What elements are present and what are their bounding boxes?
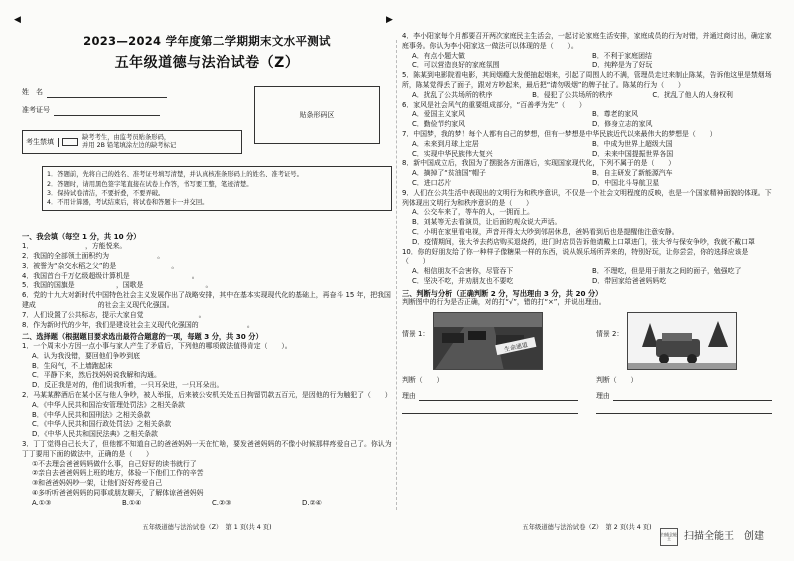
corner-triangle-icon: ◀: [14, 15, 21, 25]
absent-checkbox[interactable]: [62, 138, 78, 146]
exam-title: 2023—2024 学年度第二学期期末文水平测试: [83, 34, 331, 48]
case-2-reason[interactable]: 理由: [596, 392, 772, 401]
candidate-info: [22, 80, 392, 230]
section-fill-in: 一、我会填（每空 1 分，共 10 分）: [22, 232, 141, 242]
name-field[interactable]: 姓 名: [22, 88, 167, 97]
case-1-sign-text: 生命通道: [503, 341, 529, 354]
barcode-area: 贴条形码区: [254, 86, 380, 144]
absent-mark-box: 考生禁填 缺考考生，由监考员贴条形码， 并用 2B 铅笔填涂左边的缺考标记: [22, 130, 242, 154]
section-judge: 三、判断与分析（正确判断 2 分，写出理由 3 分，共 20 分）: [402, 288, 603, 298]
question-8: 8．新中国成立后，我国为了摆脱各方面落后，实现国家现代化，下列不属于的是（ ）: [402, 159, 676, 168]
question-7: 7．中国梦，我的梦！每个人都有自己的梦想，但有一梦想是中华民族近代以来最伟大的梦想是（ ）: [402, 129, 717, 138]
case-2-photo: [627, 312, 737, 370]
case-pictures: [402, 312, 772, 414]
case-1-photo: [433, 312, 543, 370]
footer-left: 五年级道德与法治试卷（Z） 第 1 页(共 4 页): [142, 524, 272, 531]
question-1: 1．一个周末小方因一点小事与家人产生了矛盾后，下列他的哪项做法值得肯定（ ）。: [22, 342, 292, 351]
page-right: 4．李小阳家每个月都要召开两次家庭民主生活会，一起讨论家庭生活安排，家庭成员的行为对错，并通过商讨出，确定家庭事务。你认为李小阳家这一做法可以体现的是（ ）。 A．有点小题大做 B．不利于家庭团结 C．可以营造良好的家庭氛围 D．纯粹是为了好玩 5．陈某到电影院看电影，其间烟瘾大发便抽起烟来，引起了周围人的不满，管理员走过来制止陈某，告诉他这里是禁烟场所，陈某觉得丢了面子，跟对方吵起来，最后把“请勿吸烟”的牌子扯了。陈某的行为（ ） A．扰乱了公共场所的秩序 B．侵犯了公共场所的秩序 C．扰乱了他人的人身权利 6．家风是社会风气的重要组成部分，“百善孝为先”（ ） A．爱国主义家风 B．尊老的家风 C．勤俭节约家风 D．修身立志的家风 7．中国梦，我的梦！每个人都有自己的梦想，但有一梦想是中华民族近代以来最伟大的梦想是（ ） A．未来到月球上定居 B．中成为世界上超级大国 C．实现中华民族伟大复兴 D．未来中国提振世界各国 8．新中国成立后，我国为了摆脱各方面落后，实现国家现代化，下列不属于的是（ ） A．摘掉了“贫油国”帽子 B．自主研发了新能源汽车 C．进口芯片 D．中国北斗导航卫星 9．人们在公共生活中表现出的文明行为和秩序意识，不仅是一个社会文明程度的反映，也是一个国家精神面貌的体现。下列体现出文明行为和秩序意识的是（ ） A．公交车来了，等车的人，一拥而上。 B．刘某等无去看演员，让后面的观众说大声话。 C．小明在家里看电视，声音开得太大吵到邻居休息，爸妈看到后也是提醒他注意安静。 D．疫情期间，张大爷去药店购买退烧药，进门时店员告诉他请戴上口罩进门，张大爷与保安争吵，我就不戴口罩 10．你的好朋友给了你一种样子像糖果一样的东西，说从娱乐场所弄来的，特别好玩，让你尝尝，你的选择应该是（ ） A．相信朋友不会害你，尽管吞下 B．不理吃，但是用于朋友之间的面子，勉强吃了 C．坚决不吃，并劝朋友也不要吃 D．带回家给爸爸妈妈吃 三、判断与分析（正确判断 2 分，写出理由 3 分，共 20 分） 判断图中的行为是否正确，对的打“√”，错的打“×”，并说出理由。 情景 1： 生命通道 判断（ ） 理由 情景 2： 判断（ ） 理由: [402, 32, 772, 414]
section-choice: 二、选择题（根据题目要求选出最符合题意的一项，每题 3 分，共 30 分）: [22, 332, 263, 342]
question-10: 10．你的好朋友给了你一种样子像糖果一样的东西，说从娱乐场所弄来的，特别好玩，让你尝尝，你的选择应该是（ ）: [402, 247, 749, 266]
fold-divider: [396, 40, 397, 510]
scanner-watermark: 扫描全能王 扫描全能王 创建: [660, 528, 764, 546]
instructions-box: 1．答题前，先将自己的姓名、准考证号填写清楚，并认真核准条形码上的姓名、准考证号。 2．答题时，请用黑色签字笔直接在试卷上作答，书写要工整，笔迹清楚。 3．保持试卷清洁，不要折叠，不要弄破。 4．不用计算器，考试结束后，将试卷和答题卡一并交回。: [42, 166, 392, 211]
question-4: 4．李小阳家每个月都要召开两次家庭民主生活会，一起讨论家庭生活安排，家庭成员的行为对错，并通过商讨出，确定家庭事务。你认为李小阳家这一做法可以体现的是（ ）。: [402, 32, 772, 50]
question-3: 3．丁丁觉得自己长大了，但他都不知道自己的爸爸妈妈一天在忙啥，要发爸爸妈妈的不像小时候那样疼爱自己了。你认为丁丁要用下面的做法中，正确的是（ ）: [22, 439, 392, 458]
case-1-reason[interactable]: 理由: [402, 392, 578, 401]
exam-no-field[interactable]: 准考证号: [22, 106, 160, 115]
case-1: 情景 1： 生命通道 判断（ ） 理由: [402, 312, 578, 414]
question-2: 2．马某某醉酒后在某小区与他人争吵，被人举报，后来被公安机关处五日拘留罚款五百元，是因他的行为触犯了（ ）: [22, 391, 392, 399]
camscanner-logo-icon: 扫描全能王: [660, 528, 678, 546]
case-2: 情景 2： 判断（ ） 理由: [596, 312, 772, 414]
corner-triangle-icon: ▶: [386, 15, 393, 25]
page-left: 2023—2024 学年度第二学期期末文水平测试 五年级道德与法治试卷（Z） 姓 名 准考证号 贴条形码区 考生禁填 缺考考生，由监考员贴条形码， 并用 2B 铅笔填涂左边的缺考标记 1．答题前，先将自己的姓名、准考证号填写清楚，并认真核准条形码上的姓名、准考证号。 2．答题时，请用黑色签字笔直接在试卷上作答，书写要工整，笔迹清楚。 3．保持试卷清洁，不要折叠，不要弄破。 4．不用计算器，考试结束后，将试卷和答题卡一并交回。 一、我会填（每空 1 分，共 10 分） 1． ，方能悦来。 2．我国的全部领土面积约为 。 3．被誉为“杂交水稻之父”的是 。 4．我国首台千万亿级超级计算机是 。 5．我国的国旗是 ，国歌是 。 6．党的十九大对新时代中国特色社会主义发展作出了战略安排，其中在基本实现现代化的基础上，再奋斗 15 年，把我国建成 的社会主义现代化强国。 7．人们设置了公共标志，提示大家自觉 。 8．作为新时代的少年，我们是建设社会主义现代化强国的 。 二、选择题（根据题目要求选出最符合题意的一项，每题 3 分，共 30 分） 1．一个周末小方因一点小事与家人产生了矛盾后，下列他的哪项做法值得肯定（ ）。 A．认为我没错，要回他们争吵到底 B．生闷气，不上墙跑起床 C．平静下来，然后找妈妈说我解和沟通。 D．反正我是对的，他们说我听着，一只耳朵进，一只耳朵出。 2．马某某醉酒后在某小区与他人争吵，被人举报，后来被公安机关处五日拘留罚款五百元，是因他的行为触犯了（ ） A．《中华人民共和国治安管理处罚法》之相关条款 B．《中华人民共和国刑法》之相关条款 C．《中华人民共和国行政处罚法》之相关条款 D．《中华人民共和国民法典》之相关条款 3．丁丁觉得自己长大了，但他都不知道自己的爸爸妈妈一天在忙啥，要发爸爸妈妈的不像小时候那样疼爱自己了。你认为丁丁要用下面的做法中，正确的是（ ） ①不去理会爸爸妈妈做什么事，自己好好的读书就行了 ②亲自去爸爸妈妈上班的地方，体验一下他们工作的辛苦 ③和爸爸妈妈吵一架，让他们好好疼爱自己 ④多听听爸爸妈妈的同事或朋友聊天，了解体谅爸爸妈妈 A.①③ B.①④ C.②③ D.②④: [22, 34, 392, 507]
question-5: 5．陈某到电影院看电影，其间烟瘾大发便抽起烟来，引起了周围人的不满，管理员走过来制止陈某，告诉他这里是禁烟场所，陈某觉得丢了面子，跟对方吵起来，最后把“请勿吸烟”的牌子扯了。陈某的行为（ ）: [402, 71, 772, 89]
paper-title: 五年级道德与法治试卷（Z）: [114, 54, 300, 71]
footer-right: 五年级道德与法治试卷（Z） 第 2 页(共 4 页): [522, 524, 652, 531]
question-9: 9．人们在公共生活中表现出的文明行为和秩序意识，不仅是一个社会文明程度的反映，也是一个国家精神面貌的体现。下列体现出文明行为和秩序意识的是（ ）: [402, 188, 772, 207]
question-3-choices: A.①③ B.①④ C.②③ D.②④: [32, 498, 322, 507]
question-6: 6．家风是社会风气的重要组成部分，“百善孝为先”（ ）: [402, 100, 586, 109]
